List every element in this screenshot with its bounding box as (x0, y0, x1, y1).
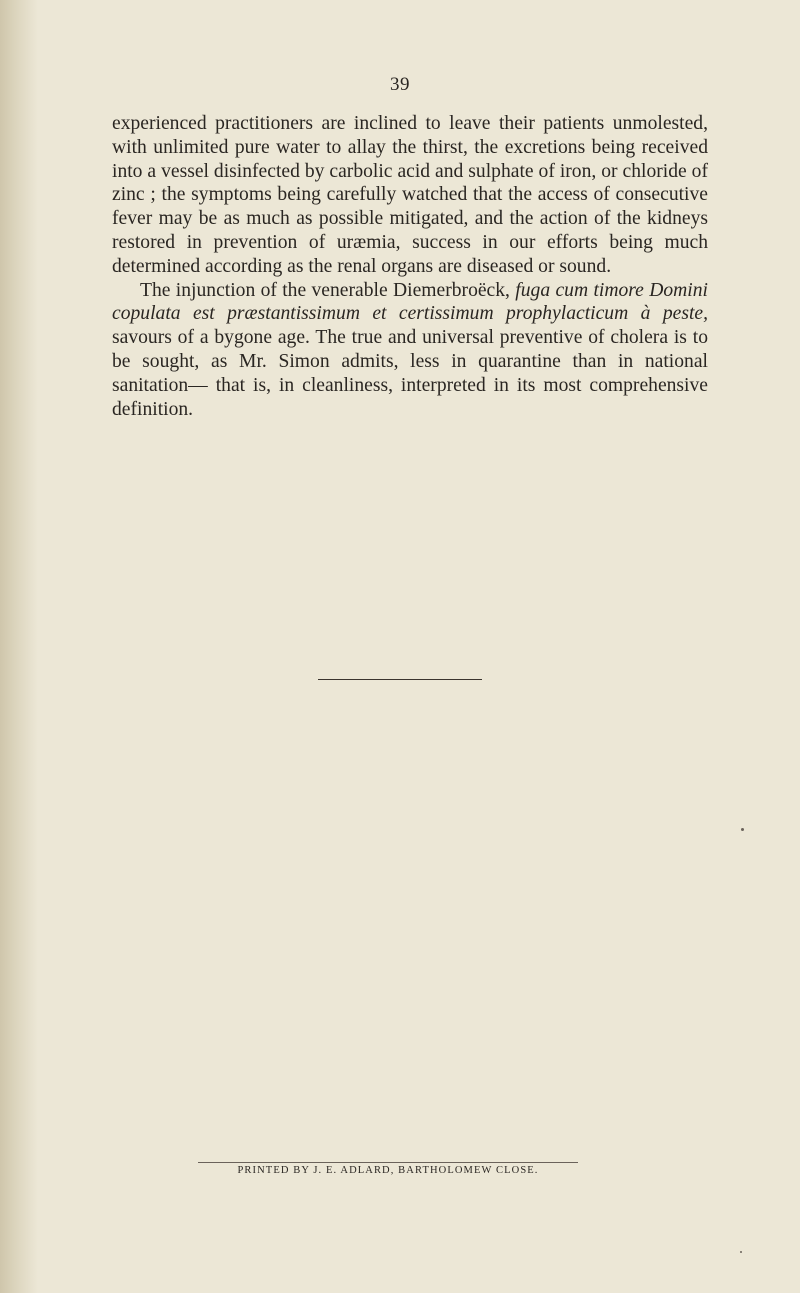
printer-imprint: PRINTED BY J. E. ADLARD, BARTHOLOMEW CLOSE. (198, 1162, 578, 1176)
body-text (112, 112, 708, 421)
paragraph-continuation: experienced practitioners are inclined to leave their patients unmolested, with unlimited pure water to allay the thirst, the excretions being received into a vessel disinfected by carbolic acid and sulphate of iron, or chloride of zinc ; the symptoms being carefully watched that the access of consecutive fever may be as much as possible mitigated, and the action of the kidneys restored in prevention of uræmia, success in our efforts being much determined according as the renal organs are diseased or sound. (112, 113, 708, 277)
binding-shadow (0, 0, 38, 1293)
paragraph-text-after-quote: savours of a bygone age. The true and universal preventive of cholera is to be sought, as Mr. Simon admits, less in quarantine than in national sanitation— that is, in cleanliness, interpreted in its most comprehensive definition. (112, 327, 708, 420)
page-number: 39 (390, 74, 410, 95)
print-speck (740, 1251, 742, 1253)
paragraph-text-before-quote: The injunction of the venerable Diemerbroëck, (140, 279, 516, 301)
section-divider-rule (318, 679, 482, 680)
print-speck (741, 828, 744, 831)
paragraph-injunction (112, 279, 708, 422)
latin-quotation: fuga cum timore Domini copulata est præstantissimum et certissimum prophylacticum à peste, (112, 279, 708, 325)
